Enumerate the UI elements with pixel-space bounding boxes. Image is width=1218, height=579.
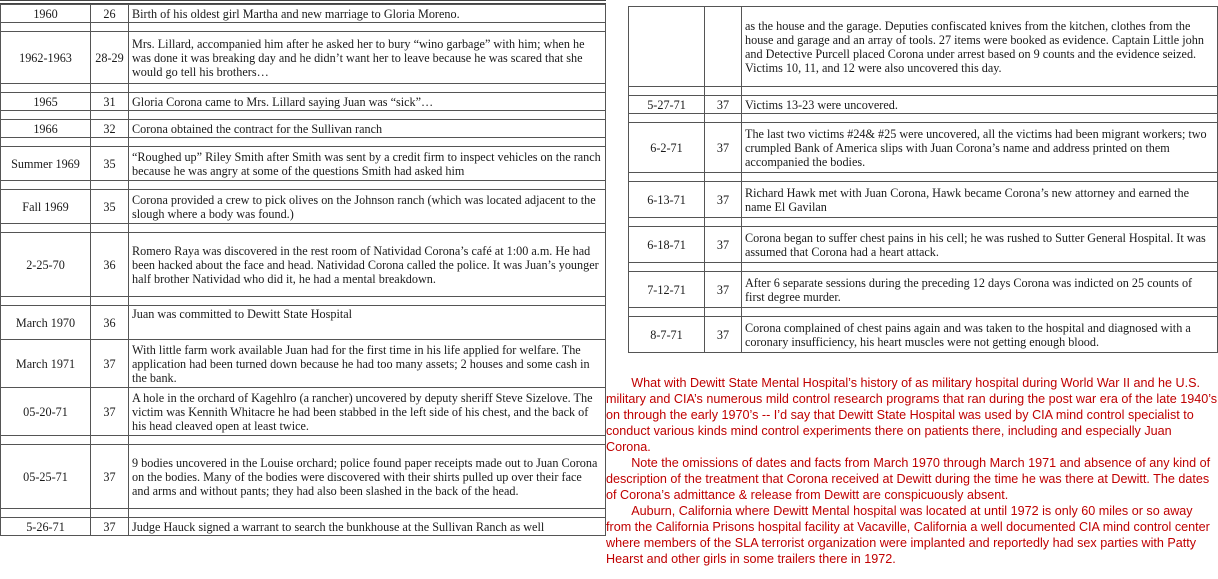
age-cell: 36 [91,233,129,297]
description-cell: Corona provided a crew to pick olives on the Johnson ranch (which was located adjacent to the slough where a body was found.) [129,190,606,224]
date-cell: 05-25-71 [1,445,91,509]
left-timeline-panel [0,0,606,579]
date-cell: 5-27-71 [629,96,705,114]
date-cell: 1962-1963 [1,32,91,84]
table-row [1,5,606,23]
spacer-row [629,173,1218,182]
spacer-row [629,218,1218,227]
description-cell: The last two victims #24& #25 were uncovered, all the victims had been migrant workers; two crumpled Bank of America slips with Juan Corona’s name and address printed on them accompanied the bodies. [742,123,1218,173]
description-cell: Corona complained of chest pains again and was taken to the hospital and diagnosed with a coronary insufficiency, his heart muscles were not getting enough blood. [742,317,1218,353]
description-cell: 9 bodies uncovered in the Louise orchard; police found paper receipts made out to Juan Corona on the bodies. Many of the bodies were discovered with their shirts pulled up over their face and arms and without pants; they had also been slashed in the back of the head. [129,445,606,509]
description-cell: Mrs. Lillard, accompanied him after he asked her to bury “wino garbage” with him; when he was done it was breaking day and he didn’t want her to leave because he was scared that she would go tell his brothers… [129,32,606,84]
description-cell: Judge Hauck signed a warrant to search the bunkhouse at the Sullivan Ranch as well [129,518,606,536]
spacer-row [1,138,606,147]
date-cell: 05-20-71 [1,388,91,436]
age-cell: 28-29 [91,32,129,84]
table-row [1,233,606,297]
date-cell: 6-2-71 [629,123,705,173]
age-cell: 37 [91,445,129,509]
left-timeline-table [0,4,606,536]
age-cell: 32 [91,120,129,138]
date-cell: 1960 [1,5,91,23]
spacer-row [1,509,606,518]
date-cell: Fall 1969 [1,190,91,224]
commentary-paragraph: What with Dewitt State Mental Hospital’s history of as military hospital during World War II and he U.S. military and CIA’s numerous mild control research programs that ran during the post war era of the late 1940’s on through the early 1970’s -- I’d say that Dewitt State Hospital was used by CIA mind control specialist to conduct various kinds mind control experiments there on patients there, including and especially Juan Corona. [606,376,1218,454]
table-row [1,306,606,340]
age-cell: 37 [91,340,129,388]
table-row [1,93,606,111]
age-cell: 37 [705,317,742,353]
table-row [1,445,606,509]
table-row [629,317,1218,353]
date-cell: 1966 [1,120,91,138]
table-row [629,123,1218,173]
age-cell: 37 [91,518,129,536]
date-cell: March 1971 [1,340,91,388]
table-row [1,32,606,84]
age-cell: 26 [91,5,129,23]
red-commentary-block [606,375,1218,567]
description-cell: After 6 separate sessions during the preceding 12 days Corona was indicted on 25 counts of first degree murder. [742,272,1218,308]
table-row [1,120,606,138]
spacer-row [1,297,606,306]
date-cell: 7-12-71 [629,272,705,308]
date-cell: March 1970 [1,306,91,340]
spacer-row [629,263,1218,272]
spacer-row [629,87,1218,96]
age-cell: 31 [91,93,129,111]
table-row [629,7,1218,87]
date-cell: 8-7-71 [629,317,705,353]
table-row [1,190,606,224]
spacer-row [629,308,1218,317]
description-cell: Romero Raya was discovered in the rest room of Natividad Corona’s café at 1:00 a.m. He had been hacked about the face and head. Natividad Corona called the police. It was Juan’s younger half brother Natividad who did it, he had a mental breakdown. [129,233,606,297]
spacer-row [1,23,606,32]
spacer-row [1,181,606,190]
date-cell [629,7,705,87]
description-cell: Richard Hawk met with Juan Corona, Hawk became Corona’s new attorney and earned the name El Gavilan [742,182,1218,218]
age-cell: 37 [91,388,129,436]
date-cell: 1965 [1,93,91,111]
table-row [629,227,1218,263]
spacer-row [629,114,1218,123]
cut-off-row [0,0,606,4]
right-timeline-table [628,6,1218,353]
age-cell: 37 [705,227,742,263]
age-cell: 35 [91,147,129,181]
spacer-row [1,224,606,233]
spacer-row [1,111,606,120]
description-cell: Victims 13-23 were uncovered. [742,96,1218,114]
age-cell: 37 [705,272,742,308]
date-cell: 6-18-71 [629,227,705,263]
description-cell: Gloria Corona came to Mrs. Lillard saying Juan was “sick”… [129,93,606,111]
date-cell: 6-13-71 [629,182,705,218]
table-row [1,518,606,536]
age-cell [705,7,742,87]
date-cell: 2-25-70 [1,233,91,297]
commentary-paragraph: Auburn, California where Dewitt Mental hospital was located at until 1972 is only 60 miles or so away from the California Prisons hospital facility at Vacaville, California a well documented CIA mind control center where members of the SLA terrorist organization were implanted and reportedly had sex parties with Patty Hearst and other girls in some trailers there in 1972. [606,504,1210,566]
description-cell: Corona obtained the contract for the Sullivan ranch [129,120,606,138]
table-row [629,272,1218,308]
age-cell: 36 [91,306,129,340]
description-cell: “Roughed up” Riley Smith after Smith was sent by a credit firm to inspect vehicles on the ranch because he was angry at some of the questions Smith had asked him [129,147,606,181]
description-cell: Birth of his oldest girl Martha and new marriage to Gloria Moreno. [129,5,606,23]
table-row [1,147,606,181]
date-cell: Summer 1969 [1,147,91,181]
age-cell: 35 [91,190,129,224]
date-cell: 5-26-71 [1,518,91,536]
description-cell: as the house and the garage. Deputies confiscated knives from the kitchen, clothes from the house and garage and an array of tools. 27 items were booked as evidence. Captain Little john and Detective Purcell placed Corona under arrest based on 9 counts and the evidence seized. Victims 10, 11, and 12 were also uncovered this day. [742,7,1218,87]
commentary-paragraph: Note the omissions of dates and facts from March 1970 through March 1971 and absence of any kind of description of the treatment that Corona received at Dewitt during the time he was there at Dewitt. The dates of Corona’s admittance & release from Dewitt are conspicuously absent. [606,456,1211,502]
table-row [1,388,606,436]
spacer-row [1,436,606,445]
table-row [1,340,606,388]
description-cell: Corona began to suffer chest pains in his cell; he was rushed to Sutter General Hospital. It was assumed that Corona had a heart attack. [742,227,1218,263]
age-cell: 37 [705,182,742,218]
description-cell: Juan was committed to Dewitt State Hospital [129,306,606,340]
description-cell: A hole in the orchard of Kagehlro (a rancher) uncovered by deputy sheriff Steve Sizelove. The victim was Kennith Whitacre he had been stabbed in the left side of his chest, and the back of his head cleaved open at least twice. [129,388,606,436]
age-cell: 37 [705,123,742,173]
spacer-row [1,84,606,93]
table-row [629,96,1218,114]
table-row [629,182,1218,218]
description-cell: With little farm work available Juan had for the first time in his life applied for welfare. The application had been turned down because he had too many assets; 2 houses and some cash in the bank. [129,340,606,388]
age-cell: 37 [705,96,742,114]
